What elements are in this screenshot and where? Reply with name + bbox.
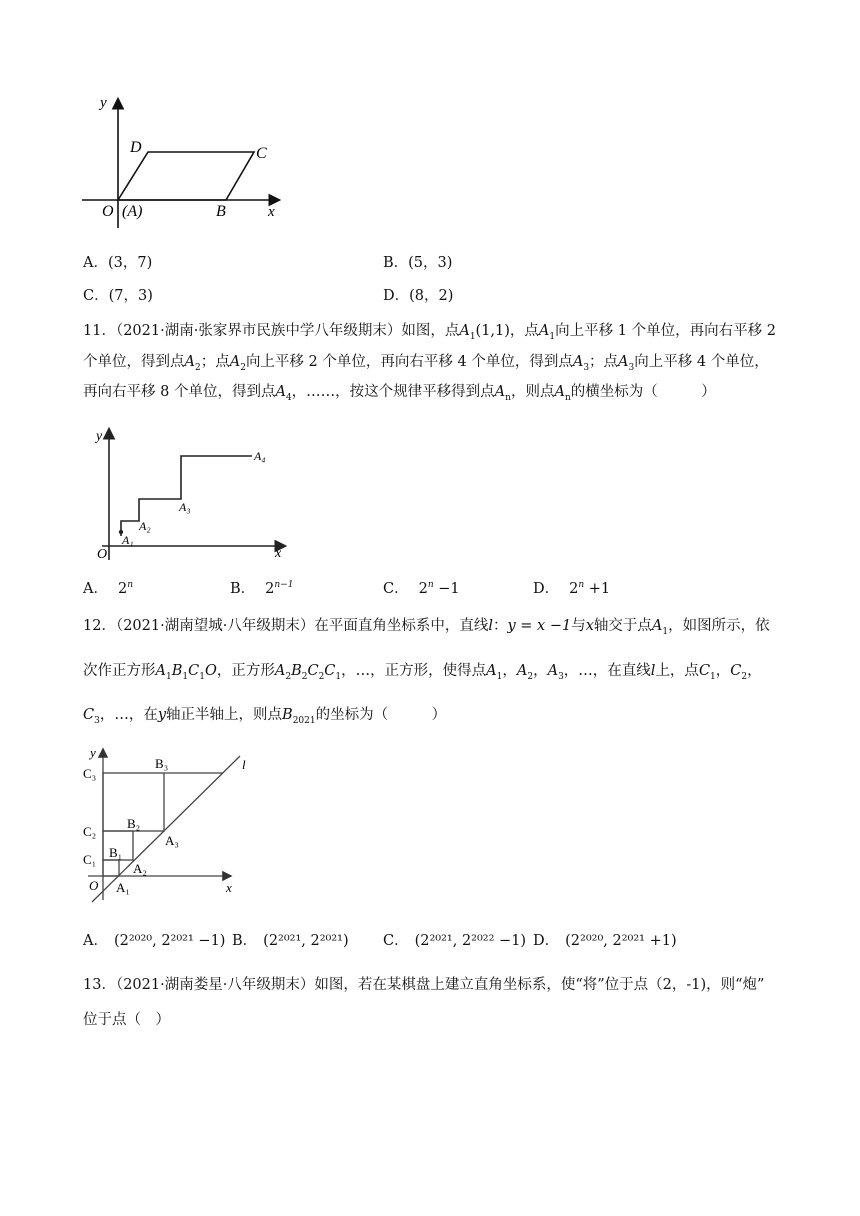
- x-axis-label: x: [268, 204, 275, 220]
- q12-option-c[interactable]: C． (2²⁰²¹, 2²⁰²² −1): [383, 933, 527, 949]
- q11-option-a[interactable]: A． 2$^n$: [83, 580, 134, 597]
- q12-line-1: 12．（2021·湖南望城·八年级期末）在平面直角坐标系中，直线l：y = x −1与x轴交于点$A_1$，如图所示，依: [83, 618, 770, 637]
- point-b-label: B: [216, 203, 226, 220]
- b3-label: B₃: [155, 756, 169, 771]
- point-a3-label: A₃: [179, 500, 191, 514]
- point-a-label: (A): [122, 203, 143, 220]
- b2-label: B₂: [127, 816, 141, 831]
- q12-option-d[interactable]: D． (2²⁰²⁰, 2²⁰²¹ +1): [533, 933, 677, 949]
- origin-label: O: [102, 203, 114, 220]
- point-d-label: D: [130, 139, 142, 156]
- c1-label: C₁: [83, 852, 97, 867]
- q10-option-a[interactable]: A．(3，7): [83, 255, 153, 271]
- q12-line-2: 次作正方形$A_1B_1C_1O$，正方形$A_2B_2C_2C_1$，…，正方形，使得点$A_1$，$A_2$，$A_3$，…，在直线l上，点$C_1$，$C_2$，: [83, 663, 762, 682]
- parallelogram-shape: [118, 152, 254, 200]
- point-a1-label: A₁: [122, 533, 134, 547]
- q11-line-2: 个单位，得到点$A_2$；点$A_2$向上平移 2 个单位，再向右平移 4 个单位，得到点$A_3$；点$A_3$向上平移 4 个单位，: [83, 354, 769, 373]
- q11-option-d[interactable]: D． $2^n +1$: [533, 580, 611, 597]
- c3-label: C₃: [83, 766, 97, 781]
- line-l: [92, 756, 240, 902]
- q10-option-b[interactable]: B．(5，3): [383, 255, 453, 271]
- q13-line-1: 13．（2021·湖南娄星·八年级期末）如图，若在某棋盘上建立直角坐标系，使“将”位于点（2，-1)，则“炮”: [83, 977, 765, 993]
- staircase-figure: [84, 410, 304, 565]
- q12-option-a[interactable]: A． (2²⁰²⁰, 2²⁰²¹ −1): [83, 933, 226, 949]
- square-1: [103, 860, 119, 876]
- q11-option-b[interactable]: B． $2^{n-1}$: [230, 580, 294, 597]
- point-a4-label: A₄: [254, 449, 266, 463]
- q13-line-2: 位于点（ ）: [83, 1012, 170, 1028]
- origin-label: O: [97, 547, 108, 562]
- squares-figure: [80, 742, 260, 904]
- q10-option-c[interactable]: C．(7，3): [83, 288, 153, 304]
- a2-label: A₂: [133, 861, 147, 876]
- a3-label: A₃: [165, 833, 179, 848]
- y-axis-label: y: [96, 429, 103, 444]
- point-c-label: C: [256, 145, 267, 162]
- q11-line-1: 11．（2021·湖南·张家界市民族中学八年级期末）如图，点$A_1(1,1)$，点$A_1$向上平移 1 个单位，再向右平移 2: [83, 323, 776, 342]
- point-a2-label: A₂: [139, 519, 151, 533]
- c2-label: C₂: [83, 824, 97, 839]
- q11-line-3: 再向右平移 8 个单位，得到点$A_4$，……，按这个规律平移得到点$A_n$，则点$A_n$的横坐标为（ ）: [83, 384, 716, 403]
- q12-option-b[interactable]: B． (2²⁰²¹, 2²⁰²¹): [232, 933, 349, 949]
- q12-line-3: $C_3$，…，在y轴正半轴上，则点$B_{2021}$的坐标为（ ）: [83, 707, 447, 726]
- x-axis-label: x: [226, 880, 232, 895]
- b1-label: B₁: [109, 845, 123, 860]
- parallelogram-figure: [80, 92, 290, 232]
- line-l-label: l: [242, 757, 246, 772]
- x-axis-label: x: [275, 546, 282, 561]
- q10-option-d[interactable]: D．(8，2): [383, 288, 454, 304]
- y-axis-label: y: [100, 95, 107, 111]
- a1-label: A₁: [116, 880, 130, 895]
- y-axis-label: y: [90, 745, 96, 760]
- origin-label: O: [89, 878, 99, 893]
- q11-option-c[interactable]: C． $2^n -1$: [383, 580, 460, 597]
